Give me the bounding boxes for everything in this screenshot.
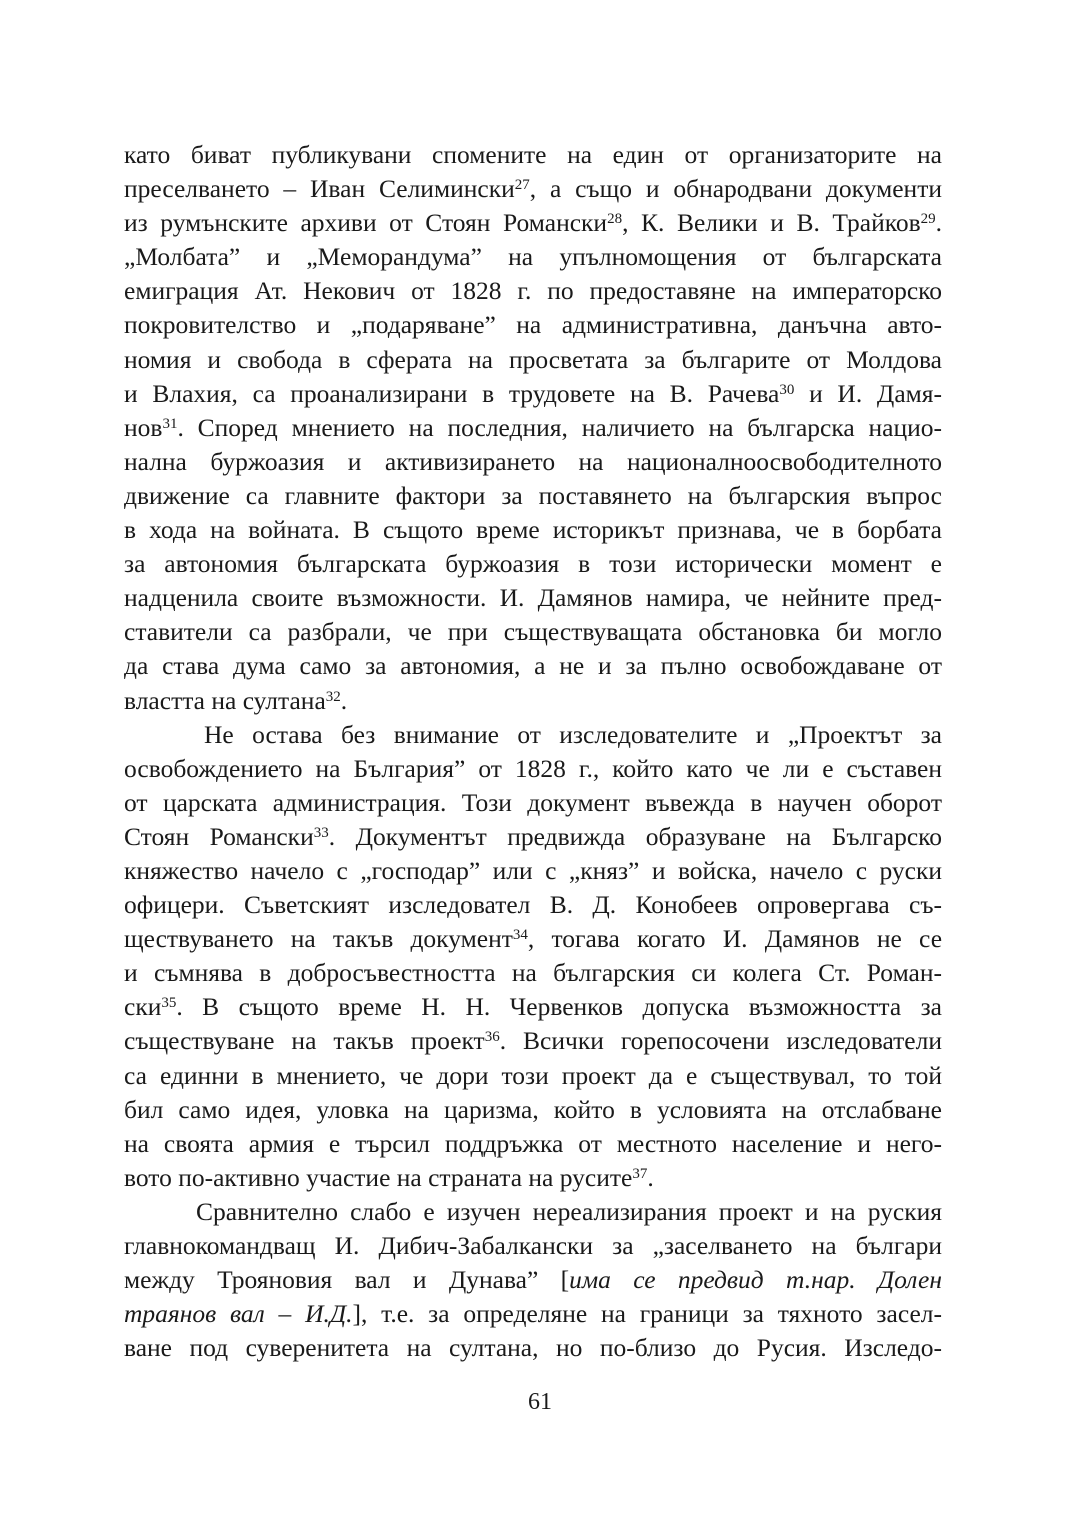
text-line bbox=[124, 377, 942, 411]
footnote-ref: 30 bbox=[779, 381, 795, 398]
text-line bbox=[124, 206, 942, 240]
text-line bbox=[124, 1195, 942, 1229]
text-line bbox=[124, 649, 942, 683]
text-line bbox=[124, 615, 942, 649]
text-line bbox=[124, 684, 942, 718]
text-line bbox=[124, 752, 942, 786]
footnote-ref: 28 bbox=[607, 210, 623, 227]
text-line bbox=[124, 1059, 942, 1093]
text-segment: . bbox=[647, 1162, 654, 1192]
text-line bbox=[124, 479, 942, 513]
text-segment: „Молбата” и „Меморандума” на упълномощения от българската bbox=[124, 242, 942, 272]
text-segment: нов bbox=[124, 412, 163, 442]
page-number: 61 bbox=[528, 1389, 552, 1415]
text-line bbox=[124, 990, 942, 1024]
text-line bbox=[124, 888, 942, 922]
text-line bbox=[124, 922, 942, 956]
text-segment: надценила своите възможности. И. Дамянов намира, че нейните пред- bbox=[124, 583, 942, 613]
text-segment: и Влахия, са проанализирани в трудовете на В. Рачева bbox=[124, 378, 780, 408]
text-line bbox=[124, 308, 942, 342]
text-segment: между Трояновия вал и Дунава” [ bbox=[124, 1265, 570, 1295]
text-segment: покровителство и „подаряване” на административна, данъчна авто- bbox=[124, 310, 942, 340]
text-line bbox=[124, 1161, 942, 1195]
text-line bbox=[124, 1297, 942, 1331]
text-line bbox=[124, 172, 942, 206]
text-line bbox=[124, 1229, 942, 1263]
text-segment: Стоян Романски bbox=[124, 821, 314, 851]
text-line bbox=[124, 138, 942, 172]
text-segment: като биват публикувани спомените на един от организаторите на bbox=[124, 140, 942, 169]
text-line bbox=[124, 445, 942, 479]
text-segment: . Документът предвижда образуване на Българско bbox=[328, 821, 942, 851]
text-segment: нална буржоазия и активизирането на националноосвободителното bbox=[124, 446, 942, 476]
text-segment: номия и свобода в сферата на просветата за българите от Молдова bbox=[124, 344, 942, 374]
footnote-ref: 35 bbox=[161, 995, 177, 1012]
text-segment: да става дума само за автономия, а не и за пълно освобождаване от bbox=[124, 651, 942, 681]
text-segment: , тогава когато И. Дамянов не се bbox=[527, 924, 943, 954]
text-line bbox=[124, 786, 942, 820]
text-line bbox=[124, 343, 942, 377]
text-segment: . bbox=[935, 208, 942, 238]
text-segment: вото по-активно участие на страната на русите bbox=[124, 1162, 633, 1192]
text-line bbox=[124, 1093, 942, 1127]
text-segment: ване под суверенитета на султана, но по-близо до Русия. Изследо- bbox=[124, 1333, 942, 1363]
text-line bbox=[124, 1024, 942, 1058]
footnote-ref: 36 bbox=[484, 1029, 500, 1046]
text-line bbox=[124, 956, 942, 990]
text-segment: ], т.е. за определяне на граници за тяхното засел- bbox=[352, 1299, 942, 1329]
text-segment: бил само идея, уловка на царизма, който в условията на отслабване bbox=[124, 1094, 942, 1124]
text-segment: са единни в мнението, че дори този проект да е съществувал, то той bbox=[124, 1060, 942, 1090]
footnote-ref: 34 bbox=[512, 926, 528, 943]
footnote-ref: 31 bbox=[162, 415, 178, 432]
text-line bbox=[124, 240, 942, 274]
text-segment: . Всички горепосочени изследователи bbox=[499, 1026, 942, 1056]
text-line bbox=[124, 854, 942, 888]
text-line bbox=[124, 274, 942, 308]
text-segment: княжество начело с „господар” или с „княз” и войска, начело с руски bbox=[124, 855, 942, 885]
text-line bbox=[124, 547, 942, 581]
text-segment: от царската администрация. Този документ въвежда в научен оборот bbox=[124, 787, 942, 817]
text-line bbox=[124, 820, 942, 854]
italic-text: има се предвид т.нар. Долен bbox=[569, 1265, 942, 1295]
text-segment: ществуването на такъв документ bbox=[124, 924, 513, 954]
text-segment: за автономия българската буржоазия в този исторически момент е bbox=[124, 549, 942, 579]
text-segment: съществуване на такъв проект bbox=[124, 1026, 485, 1056]
text-segment: движение са главните фактори за поставянето на българския въпрос bbox=[124, 480, 942, 510]
footnote-ref: 37 bbox=[632, 1165, 648, 1182]
text-line bbox=[124, 1127, 942, 1161]
footnote-ref: 32 bbox=[325, 688, 341, 705]
text-line bbox=[124, 718, 942, 752]
text-segment: Не остава без внимание от изследователите и „Проектът за bbox=[204, 719, 942, 749]
text-segment: властта на султана bbox=[124, 685, 326, 715]
footnote-ref: 33 bbox=[313, 824, 329, 841]
text-segment: в хода на войната. В същото време историкът признава, че в борбата bbox=[124, 515, 942, 545]
text-segment: из румънските архиви от Стоян Романски bbox=[124, 208, 608, 238]
text-segment: и И. Дамя- bbox=[794, 378, 942, 408]
text-segment: емиграция Ат. Некович от 1828 г. по предоставяне на императорско bbox=[124, 276, 942, 306]
text-segment: , а също и обнародвани документи bbox=[529, 174, 942, 204]
text-segment: . bbox=[340, 685, 348, 715]
text-segment: Сравнително слабо е изучен нереализирания проект и на руския bbox=[196, 1196, 942, 1226]
text-segment: , К. Велики и В. Трайков bbox=[622, 208, 921, 238]
text-line bbox=[124, 1331, 942, 1365]
text-line bbox=[124, 1263, 942, 1297]
text-segment: . В същото време Н. Н. Червенков допуска възможността за bbox=[176, 992, 942, 1022]
text-segment: офицери. Съветският изследовател В. Д. Конобеев опровергава съ- bbox=[124, 890, 942, 920]
footnote-ref: 29 bbox=[920, 210, 936, 227]
text-segment: и съмнява в добросъвестността на българския си колега Ст. Роман- bbox=[124, 958, 942, 988]
text-segment: главнокомандващ И. Дибич-Забалкански за „заселването на българи bbox=[124, 1231, 942, 1260]
text-line bbox=[124, 581, 942, 615]
text-segment: преселването – Иван Селимински bbox=[124, 174, 515, 204]
text-segment: ски bbox=[124, 992, 162, 1022]
text-segment: . Според мнението на последния, наличието на българска нацио- bbox=[177, 412, 942, 442]
text-segment: ставители са разбрали, че при съществуващата обстановка би могло bbox=[124, 617, 942, 647]
body-text bbox=[124, 138, 942, 1365]
italic-text: траянов вал – И.Д. bbox=[124, 1299, 353, 1329]
text-line bbox=[124, 513, 942, 547]
text-line bbox=[124, 411, 942, 445]
text-segment: на своята армия е търсил поддръжка от местното население и него- bbox=[124, 1128, 942, 1158]
text-segment: освобождението на България” от 1828 г., който като че ли е съставен bbox=[124, 753, 942, 783]
footnote-ref: 27 bbox=[514, 176, 530, 193]
